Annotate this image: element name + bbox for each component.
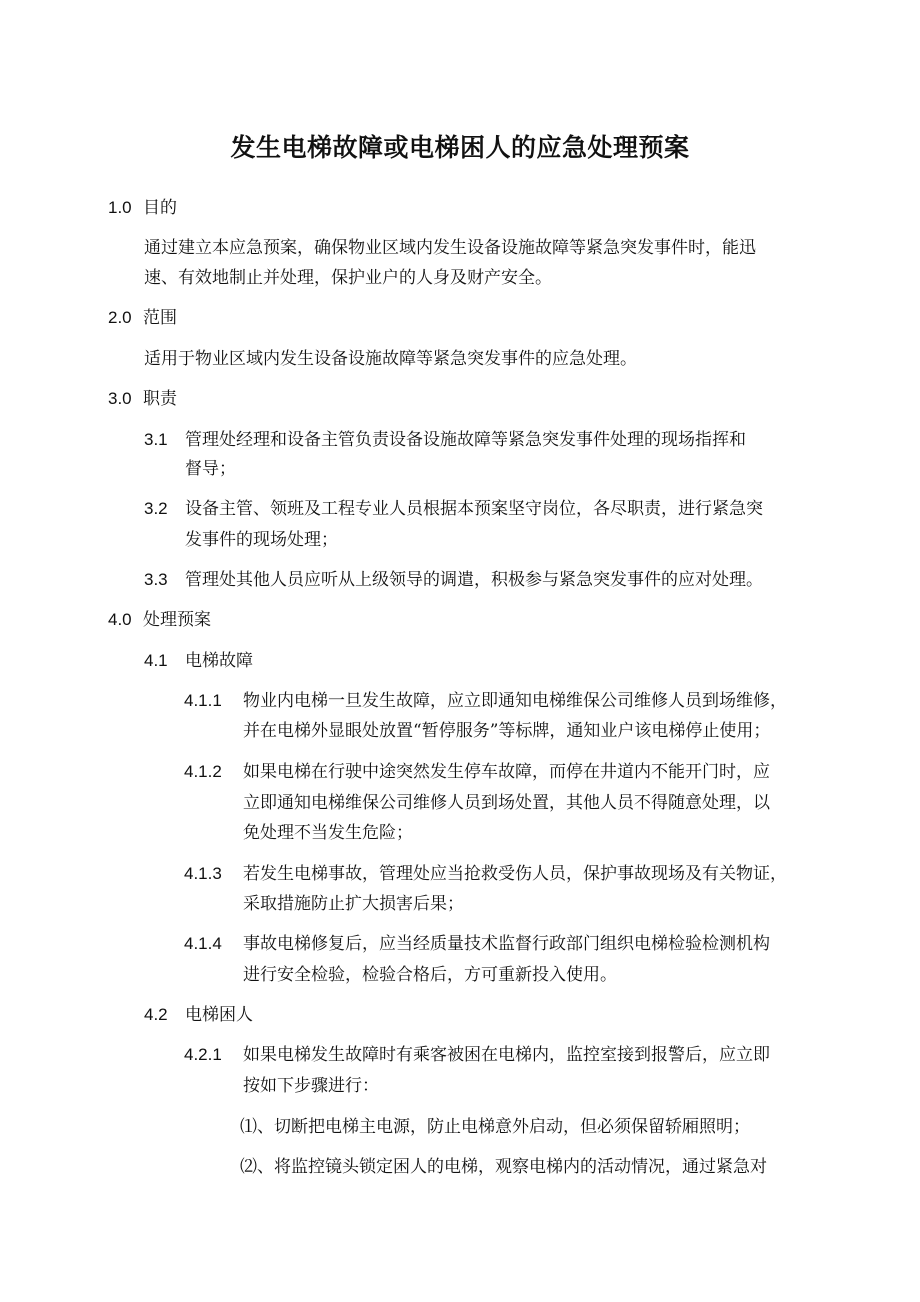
item-line: 发事件的现场处理； bbox=[185, 530, 338, 550]
item-number: 4.2.1 bbox=[184, 1045, 222, 1064]
item-number: 3.3 bbox=[144, 570, 168, 589]
item-line: 管理处经理和设备主管负责设备设施故障等紧急突发事件处理的现场指挥和 bbox=[185, 430, 746, 450]
subsection-number: 4.1 bbox=[144, 651, 168, 670]
item-line: 事故电梯修复后，应当经质量技术监督行政部门组织电梯检验检测机构 bbox=[243, 934, 770, 954]
paragraph-line: 速、有效地制止并处理，保护业户的人身及财产安全。 bbox=[144, 268, 552, 288]
item-number: 4.1.3 bbox=[184, 864, 222, 883]
step-line: ⑴、切断把电梯主电源，防止电梯意外启动，但必须保留轿厢照明； bbox=[240, 1117, 750, 1137]
subsection-number: 4.2 bbox=[144, 1005, 168, 1024]
item-line: 立即通知电梯维保公司维修人员到场处置，其他人员不得随意处理，以 bbox=[243, 793, 770, 813]
section-heading: 目的 bbox=[143, 198, 177, 218]
item-line: 按如下步骤进行： bbox=[243, 1076, 379, 1096]
section-heading: 范围 bbox=[143, 308, 177, 328]
paragraph-line: 适用于物业区域内发生设备设施故障等紧急突发事件的应急处理。 bbox=[144, 349, 637, 369]
item-line: 管理处其他人员应听从上级领导的调遣，积极参与紧急突发事件的应对处理。 bbox=[185, 570, 763, 590]
section-number: 1.0 bbox=[108, 198, 132, 217]
item-line: 免处理不当发生危险； bbox=[243, 823, 413, 843]
item-line: 如果电梯发生故障时有乘客被困在电梯内，监控室接到报警后，应立即 bbox=[243, 1045, 770, 1065]
section-number: 4.0 bbox=[108, 610, 132, 629]
item-line: 如果电梯在行驶中途突然发生停车故障，而停在井道内不能开门时，应 bbox=[243, 762, 770, 782]
section-heading: 处理预案 bbox=[143, 610, 211, 630]
item-number: 4.1.2 bbox=[184, 762, 222, 781]
item-line: 物业内电梯一旦发生故障，应立即通知电梯维保公司维修人员到场维修， bbox=[243, 691, 787, 711]
item-number: 3.1 bbox=[144, 430, 168, 449]
document-title: 发生电梯故障或电梯困人的应急处理预案 bbox=[230, 133, 690, 162]
item-line: 若发生电梯事故，管理处应当抢救受伤人员，保护事故现场及有关物证， bbox=[243, 864, 787, 884]
item-number: 4.1.1 bbox=[184, 691, 222, 710]
section-number: 3.0 bbox=[108, 389, 132, 408]
section-number: 2.0 bbox=[108, 308, 132, 327]
paragraph-line: 通过建立本应急预案，确保物业区域内发生设备设施故障等紧急突发事件时，能迅 bbox=[144, 238, 756, 258]
item-line: 并在电梯外显眼处放置“暂停服务”等标牌，通知业户该电梯停止使用； bbox=[243, 721, 771, 741]
subsection-heading: 电梯困人 bbox=[185, 1005, 253, 1025]
item-number: 3.2 bbox=[144, 499, 168, 518]
item-line: 设备主管、领班及工程专业人员根据本预案坚守岗位，各尽职责，进行紧急突 bbox=[185, 499, 763, 519]
step-line: ⑵、将监控镜头锁定困人的电梯，观察电梯内的活动情况，通过紧急对 bbox=[240, 1157, 767, 1177]
item-line: 督导； bbox=[185, 459, 236, 479]
subsection-heading: 电梯故障 bbox=[185, 651, 253, 671]
item-line: 进行安全检验，检验合格后，方可重新投入使用。 bbox=[243, 965, 617, 985]
section-heading: 职责 bbox=[143, 389, 177, 409]
item-line: 采取措施防止扩大损害后果； bbox=[243, 894, 464, 914]
item-number: 4.1.4 bbox=[184, 934, 222, 953]
